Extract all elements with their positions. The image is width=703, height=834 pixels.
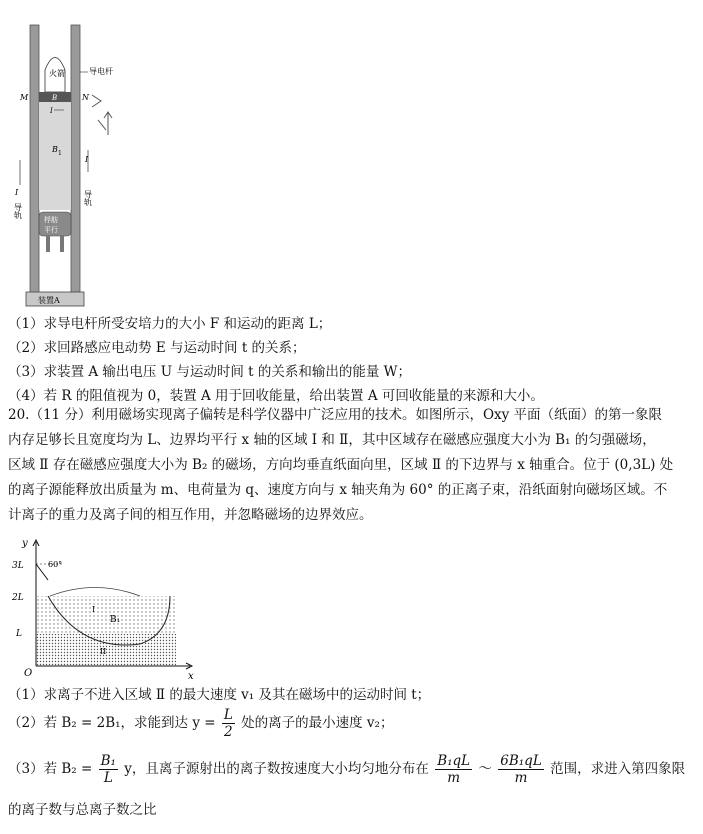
- tick-2l: 2L: [12, 593, 24, 603]
- q20-item-3-range-high: [498, 753, 544, 786]
- b1-field-label: B₁: [110, 615, 121, 625]
- rail-right-label: 导轨: [83, 190, 93, 206]
- n-label: N: [82, 93, 89, 102]
- rail-apparatus-figure: [0, 0, 703, 310]
- left-rail: [30, 25, 39, 295]
- handwritten-marks: [92, 95, 112, 135]
- q20-item-3-prefix: （3）若 B₂ =: [8, 761, 93, 777]
- tick-3l: 3L: [12, 561, 24, 571]
- region-one-label: I: [92, 605, 96, 614]
- origin-label: O: [24, 668, 33, 679]
- q20-item-1: （1）求离子不进入区域 Ⅱ 的最大速度 v₁ 及其在磁场中的运动时间 t；: [8, 687, 431, 703]
- q20-item-3-low-num: B₁qL: [437, 753, 471, 769]
- q20-item-3-range-low: [435, 753, 472, 786]
- q20-item-3-low-den: m: [435, 769, 472, 786]
- q19-item-2: （2）求回路感应电动势 E 与运动时间 t 的关系；: [8, 340, 306, 356]
- problem-20-line: 20.（11 分）利用磁场实现离子偏转是科学仪器中广泛应用的技术。如图所示，Oxy 平面（纸面）的第一象限: [8, 407, 663, 423]
- q19-item-4: （4）若 R 的阻值视为 0，装置 A 用于回收能量，给出装置 A 可回收能量的来源和大小。: [8, 388, 544, 404]
- b1-sub-label: 1: [58, 150, 62, 157]
- q20-item-3-continued: 的离子数与总离子数之比: [8, 802, 157, 818]
- magnetic-field-figure: [0, 534, 703, 684]
- current-top-label: I: [50, 107, 53, 115]
- q20-item-3-mid: y，且离子源射出的离子数按速度大小均匀地分布在: [124, 761, 429, 777]
- q20-item-3-tilde: ～: [478, 761, 492, 777]
- y-axis-label: y: [22, 538, 28, 549]
- current-right-label: I: [85, 155, 89, 164]
- trajectory-arc-upper: [50, 588, 140, 597]
- region-two-label: II: [100, 647, 107, 656]
- q20-item-3-high-num: 6B₁qL: [500, 753, 542, 769]
- q20-item-2-fraction: [222, 707, 235, 740]
- q20-item-3-den: L: [99, 769, 118, 786]
- problem-20-line: 计离子的重力及离子间的相互作用，并忽略磁场的边界效应。: [8, 507, 373, 523]
- q20-item-3: [8, 752, 685, 786]
- q19-item-3: （3）求装置 A 输出电压 U 与运动时间 t 的关系和输出的能量 W；: [8, 364, 412, 380]
- problem-20-statement: [8, 403, 698, 528]
- q20-item-3-fraction: [99, 753, 118, 786]
- m-label: M: [20, 93, 29, 102]
- rod-label: 导电杆: [89, 67, 113, 76]
- rocket-label: 火箭: [49, 69, 65, 78]
- q20-item-3-high-den: m: [498, 769, 544, 786]
- b1-label: B: [52, 145, 58, 154]
- x-axis-label: x: [188, 671, 194, 682]
- q20-item-2-suffix: 处的离子的最小速度 v₂；: [241, 715, 394, 731]
- device-a-label: 装置A: [38, 296, 60, 305]
- q19-item-1: （1）求导电杆所受安培力的大小 F 和运动的距离 L；: [8, 316, 332, 332]
- ring-leg-right: [60, 236, 64, 252]
- tick-l: L: [16, 629, 22, 639]
- right-rail: [71, 25, 80, 295]
- rod-b-label: B: [52, 94, 58, 102]
- field-region-b1: [39, 100, 71, 210]
- q20-item-2-den: 2: [222, 723, 235, 740]
- rail-left-label: 导轨: [13, 203, 23, 219]
- q20-item-3-suffix: 范围，求进入第四象限: [550, 761, 686, 777]
- problem-20-line: 的离子源能释放出质量为 m、电荷量为 q、速度方向与 x 轴夹角为 60° 的正离子束，沿纸面射向磁场区域。不: [8, 482, 668, 498]
- problem-20-line: 内存足够长且宽度均为 L、边界均平行 x 轴的区域 Ⅰ 和 Ⅱ，其中区域存在磁感应强度大小为 B₁ 的匀强磁场，: [8, 432, 656, 448]
- ring-leg-left: [46, 236, 50, 252]
- angle-label: 60°: [48, 560, 63, 569]
- q20-item-3-num: B₁: [100, 753, 116, 769]
- current-left-label: I: [15, 188, 19, 197]
- q20-item-2-num: L: [223, 707, 233, 723]
- problem-20-line: 区域 Ⅱ 存在磁感应强度大小为 B₂ 的磁场，方向均垂直纸面向里，区域 Ⅱ 的下边界与 x 轴重合。位于 (0,3L) 处: [8, 457, 674, 473]
- q20-item-2: [8, 706, 393, 740]
- velocity-direction: [36, 564, 48, 580]
- ring-label: 桴舫: [44, 216, 58, 224]
- q20-item-2-prefix: （2）若 B₂ = 2B₁，求能到达 y =: [8, 715, 216, 731]
- region-one: [36, 596, 176, 634]
- ring-label-2: 平行: [44, 226, 58, 234]
